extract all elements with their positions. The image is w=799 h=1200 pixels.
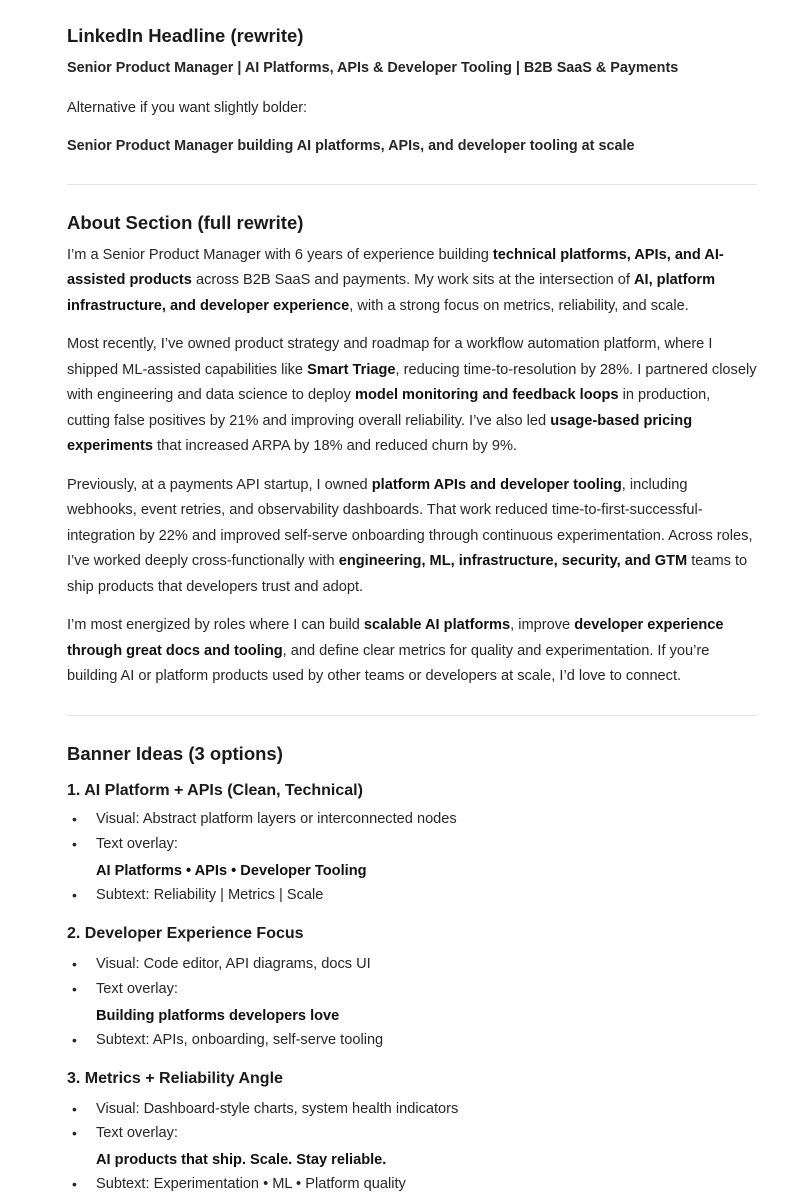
about-section-title: About Section (full rewrite) [67, 211, 304, 233]
about-paragraph-3: Previously, at a payments API startup, I owned platform APIs and developer tooling, including webhooks, event retries, and observability dashboards. That work reduced time-to-first-successful-integration by 22% and improved self-serve onboarding through continuous experimentation. Across roles, I’ve worked deeply cross-functionally with engineering, ML, infrastructure, security, and GTM teams to ship products that developers trust and adopt. [67, 476, 753, 595]
section-divider [67, 184, 757, 185]
about-paragraph-1: I’m a Senior Product Manager with 6 years of experience building technical platforms, APIs, and AI-assisted products across B2B SaaS and payments. My work sits at the intersection of AI, platform infrastructure, and developer experience, with a strong focus on metrics, reliability, and scale. [67, 246, 724, 314]
headline-main: Senior Product Manager | AI Platforms, APIs & Developer Tooling | B2B SaaS & Payments [67, 60, 679, 76]
banner-option-list [67, 1097, 757, 1197]
bullet-icon: • [72, 1032, 77, 1048]
bullet-icon: • [72, 1125, 77, 1141]
bullet-icon: • [72, 955, 77, 972]
banner-option-heading: 3. Metrics + Reliability Angle [67, 1069, 283, 1087]
bullet-icon: • [72, 887, 77, 903]
about-paragraph-4: I’m most energized by roles where I can build scalable AI platforms, improve developer experience through great docs and tooling, and define clear metrics for quality and experimentation. If you’re building AI or platform products used by other teams or developers at scale, I’d love to connect. [67, 617, 724, 684]
text-overlay-value: AI Platforms • APIs • Developer Tooling [96, 862, 367, 879]
list-item: • Text overlay: AI products that ship. Scale. Stay reliable. [67, 1121, 757, 1172]
text-overlay-value: AI products that ship. Scale. Stay reliable. [96, 1151, 387, 1168]
list-item: • Visual: Code editor, API diagrams, docs UI [67, 952, 757, 977]
banner-section-title: Banner Ideas (3 options) [67, 742, 283, 764]
bullet-icon: • [72, 810, 77, 827]
text-overlay-value: Building platforms developers love [96, 1007, 340, 1024]
list-item: • Visual: Dashboard-style charts, system health indicators [67, 1097, 757, 1122]
list-item: • Visual: Abstract platform layers or interconnected nodes [67, 807, 757, 832]
headline-alt-intro: Alternative if you want slightly bolder: [67, 99, 308, 116]
headline-alt: Senior Product Manager building AI platforms, APIs, and developer tooling at scale [67, 138, 635, 154]
bullet-icon: • [72, 981, 77, 997]
banner-option-heading: 1. AI Platform + APIs (Clean, Technical) [67, 781, 363, 799]
about-paragraph-2: Most recently, I’ve owned product strategy and roadmap for a workflow automation platform, where I shipped ML-assisted capabilities like Smart Triage, reducing time-to-resolution by 28%. I partnered closely with engineering and data science to deploy model monitoring and feedback loops in production, cutting false positives by 21% and improving overall reliability. I’ve also led usage-based pricing experiments that increased ARPA by 18% and reduced churn by 9%. [67, 336, 757, 454]
headline-section-title: LinkedIn Headline (rewrite) [67, 25, 304, 46]
document-content [67, 22, 757, 1197]
banner-option-list [67, 952, 757, 1053]
list-item: • Text overlay: AI Platforms • APIs • Developer Tooling [67, 832, 757, 883]
banner-option-list [67, 807, 757, 908]
list-item: • Subtext: APIs, onboarding, self-serve tooling [67, 1028, 757, 1053]
list-item: • Subtext: Reliability | Metrics | Scale [67, 883, 757, 908]
bullet-icon: • [72, 1176, 77, 1192]
list-item: • Subtext: Experimentation • ML • Platform quality [67, 1172, 757, 1197]
list-item: • Text overlay: Building platforms developers love [67, 977, 757, 1028]
banner-option-heading: 2. Developer Experience Focus [67, 924, 304, 942]
section-divider [67, 715, 757, 716]
bullet-icon: • [72, 836, 77, 852]
bullet-icon: • [72, 1100, 77, 1117]
